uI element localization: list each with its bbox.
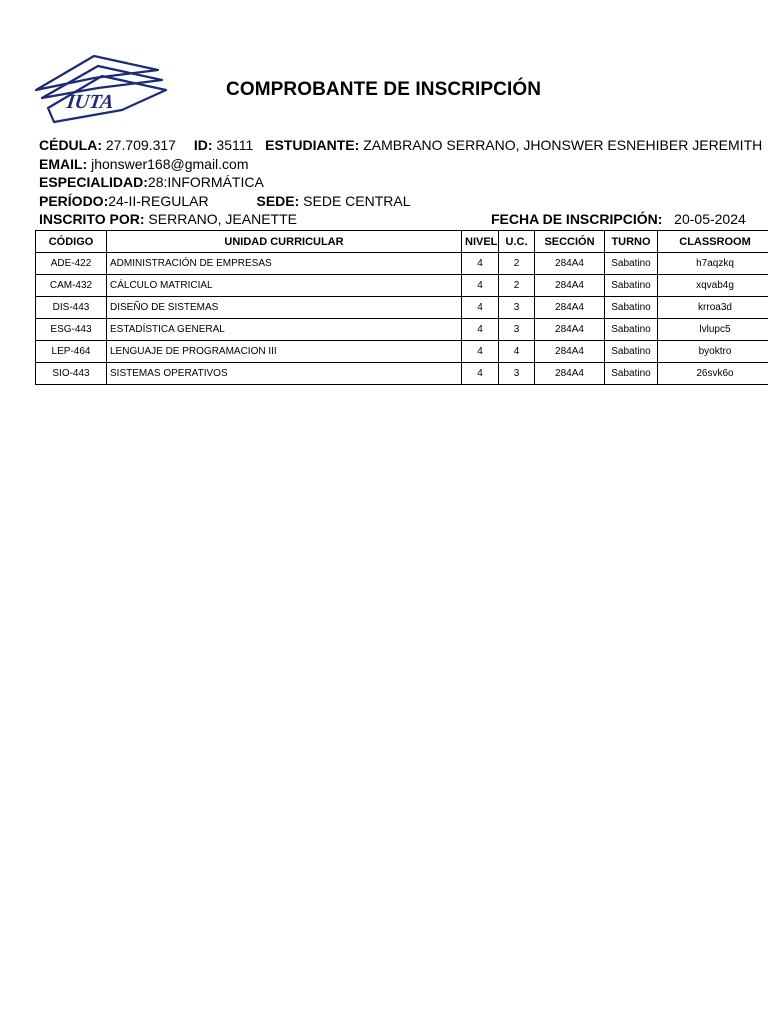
cell-uc: 3 — [499, 363, 535, 385]
student-line-3 — [39, 173, 264, 191]
cedula-value: 27.709.317 — [105, 137, 176, 153]
cell-seccion: 284A4 — [535, 297, 605, 319]
cell-seccion: 284A4 — [535, 363, 605, 385]
periodo-label: PERÍODO: — [39, 193, 109, 209]
cell-turno: Sabatino — [605, 275, 658, 297]
cell-turno: Sabatino — [605, 341, 658, 363]
cell-classroom: byoktro — [658, 341, 768, 363]
especialidad-label: ESPECIALIDAD: — [39, 174, 148, 190]
cedula-label: CÉDULA: — [39, 137, 102, 153]
cell-unidad: LENGUAJE DE PROGRAMACION III — [107, 341, 462, 363]
cell-classroom: lvlupc5 — [658, 319, 768, 341]
cell-nivel: 4 — [462, 341, 499, 363]
cell-seccion: 284A4 — [535, 319, 605, 341]
cell-unidad: DISEÑO DE SISTEMAS — [107, 297, 462, 319]
logo-text: IUTA — [65, 91, 116, 113]
cell-codigo: ADE-422 — [36, 253, 107, 275]
sede-value: SEDE CENTRAL — [303, 193, 411, 209]
student-line-2 — [39, 155, 249, 173]
cell-nivel: 4 — [462, 319, 499, 341]
cell-classroom: 26svk6o — [658, 363, 768, 385]
cell-nivel: 4 — [462, 297, 499, 319]
cell-uc: 2 — [499, 253, 535, 275]
cell-turno: Sabatino — [605, 253, 658, 275]
student-line-1 — [39, 136, 762, 154]
cell-codigo: LEP-464 — [36, 341, 107, 363]
cell-uc: 4 — [499, 341, 535, 363]
cell-codigo: CAM-432 — [36, 275, 107, 297]
especialidad-value: 28:INFORMÁTICA — [147, 174, 264, 190]
cell-unidad: SISTEMAS OPERATIVOS — [107, 363, 462, 385]
student-line-4 — [39, 192, 411, 210]
table-row — [36, 253, 768, 275]
id-label: ID: — [193, 137, 213, 153]
header-unidad-curricular: UNIDAD CURRICULAR — [107, 231, 462, 253]
courses-table — [35, 230, 768, 385]
table-row — [36, 363, 768, 385]
cell-unidad: CÁLCULO MATRICIAL — [107, 275, 462, 297]
cell-seccion: 284A4 — [535, 275, 605, 297]
cell-seccion: 284A4 — [535, 253, 605, 275]
header-seccion: SECCIÓN — [535, 231, 605, 253]
table-row — [36, 341, 768, 363]
table-row — [36, 275, 768, 297]
inscrito-value: SERRANO, JEANETTE — [148, 211, 298, 227]
cell-seccion: 284A4 — [535, 341, 605, 363]
cell-uc: 3 — [499, 297, 535, 319]
fecha-inscripcion — [491, 210, 746, 228]
id-value: 35111 — [216, 137, 254, 153]
cell-classroom: h7aqzkq — [658, 253, 768, 275]
cell-unidad: ESTADÍSTICA GENERAL — [107, 319, 462, 341]
cell-turno: Sabatino — [605, 319, 658, 341]
cell-classroom: krroa3d — [658, 297, 768, 319]
email-value: jhonswer168@gmail.com — [91, 156, 249, 172]
header-classroom: CLASSROOM — [658, 231, 768, 253]
cell-nivel: 4 — [462, 253, 499, 275]
header-nivel: NIVEL — [462, 231, 499, 253]
estudiante-label: ESTUDIANTE: — [265, 137, 360, 153]
cell-turno: Sabatino — [605, 363, 658, 385]
table-row — [36, 319, 768, 341]
fecha-label: FECHA DE INSCRIPCIÓN: — [491, 211, 663, 227]
cell-uc: 3 — [499, 319, 535, 341]
header-codigo: CÓDIGO — [36, 231, 107, 253]
table-row — [36, 297, 768, 319]
periodo-value: 24-II-REGULAR — [108, 193, 209, 209]
cell-codigo: SIO-443 — [36, 363, 107, 385]
header-uc: U.C. — [499, 231, 535, 253]
cell-uc: 2 — [499, 275, 535, 297]
fecha-value: 20-05-2024 — [674, 211, 746, 227]
iuta-logo — [32, 52, 168, 124]
header-turno: TURNO — [605, 231, 658, 253]
cell-nivel: 4 — [462, 363, 499, 385]
student-line-5 — [39, 210, 297, 228]
cell-classroom: xqvab4g — [658, 275, 768, 297]
estudiante-value: ZAMBRANO SERRANO, JHONSWER ESNEHIBER JEREMITH — [363, 137, 763, 153]
inscrito-label: INSCRITO POR: — [39, 211, 145, 227]
email-label: EMAIL: — [39, 156, 88, 172]
cell-codigo: DIS-443 — [36, 297, 107, 319]
cell-codigo: ESG-443 — [36, 319, 107, 341]
sede-label: SEDE: — [256, 193, 300, 209]
table-header-row — [36, 231, 768, 253]
page-title: COMPROBANTE DE INSCRIPCIÓN — [226, 79, 542, 100]
cell-unidad: ADMINISTRACIÓN DE EMPRESAS — [107, 253, 462, 275]
cell-turno: Sabatino — [605, 297, 658, 319]
cell-nivel: 4 — [462, 275, 499, 297]
